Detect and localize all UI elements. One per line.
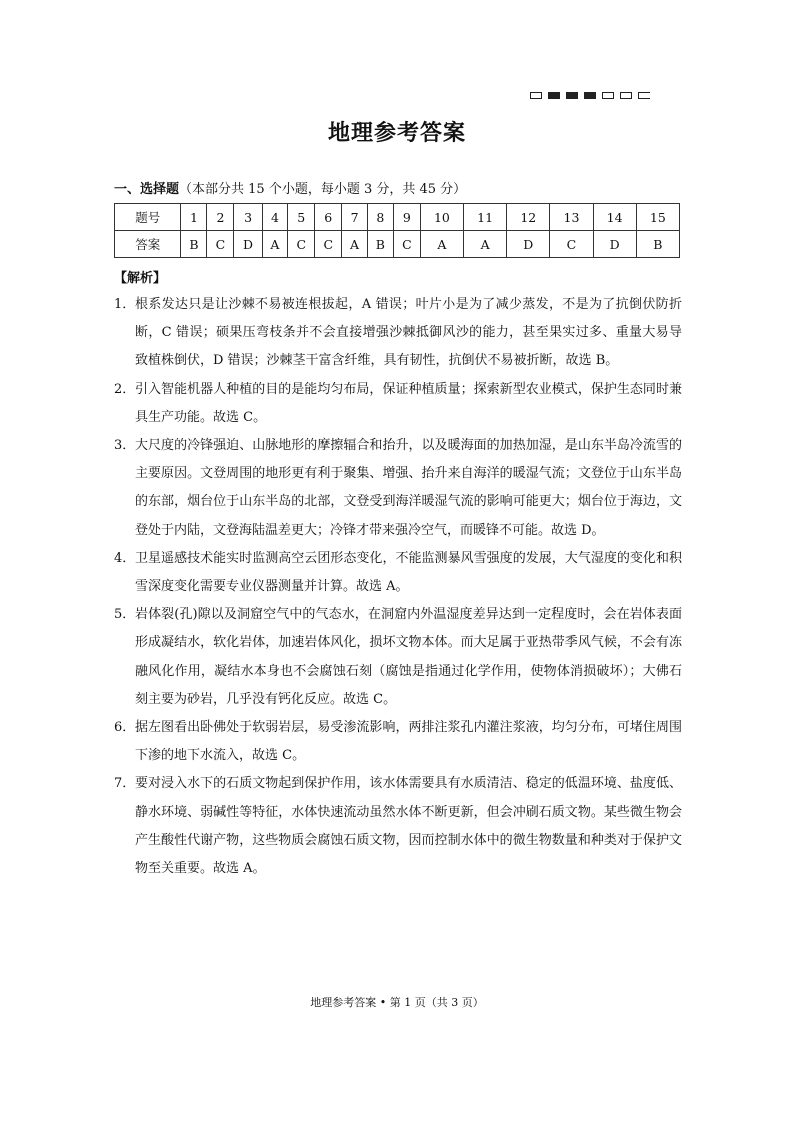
item-text: 根系发达只是让沙棘不易被连根拔起，A 错误；叶片小是为了减少蒸发，不是为了抗倒伏防折断，C 错误；硕果压弯枝条并不会直接增强沙棘抵御风沙的能力，甚至果实过多、重量大易导致植株倒伏，D 错误；沙棘茎干富含纤维，具有韧性，抗倒伏不易被折断，故选 B。: [135, 297, 682, 369]
analysis-item: [114, 432, 682, 545]
item-number: 7．: [114, 776, 136, 792]
question-number-cell: 5: [288, 204, 315, 231]
analysis-list: [114, 291, 682, 883]
item-number: 4．: [114, 550, 136, 566]
answer-cell: A: [464, 231, 507, 258]
header-mark: [584, 92, 596, 99]
question-number-cell: 12: [507, 204, 550, 231]
answer-cell: C: [288, 231, 315, 258]
question-number-cell: 3: [234, 204, 262, 231]
section-title: 一、选择题: [114, 182, 180, 197]
item-number: 5．: [114, 607, 136, 623]
answer-table: [114, 203, 680, 258]
page-title: 地理参考答案: [327, 120, 466, 146]
analysis-item: [114, 291, 682, 376]
item-text: 要对浸入水下的石质文物起到保护作用，该水体需要具有水质清洁、稳定的低温环境、盐度低、静水环境、弱碱性等特征，水体快速流动虽然水体不断更新，但会冲刷石质文物。某些微生物会产生酸性代谢产物，这些物质会腐蚀石质文物，因而控制水体中的微生物数量和种类对于保护文物至关重要。故选 A。: [135, 776, 682, 877]
page-footer: 地理参考答案 • 第 1 页（共 3 页）: [310, 996, 484, 1009]
item-text: 岩体裂(孔)隙以及洞窟空气中的气态水，在洞窟内外温湿度差异达到一定程度时，会在岩体表面形成凝结水，软化岩体，加速岩体风化，损坏文物本体。而大足属于亚热带季风气候，不会有冻融风化作用，凝结水本身也不会腐蚀石刻（腐蚀是指通过化学作用，使物体消损破坏）；大佛石刻主要为砂岩，几乎没有钙化反应。故选 C。: [135, 607, 682, 707]
answer-cell: D: [593, 231, 636, 258]
analysis-item: [114, 545, 682, 601]
answer-cell: D: [234, 231, 262, 258]
answer-cell: D: [507, 231, 550, 258]
header-mark: [602, 92, 614, 99]
header-mark: [530, 92, 542, 99]
question-number-cell: 13: [550, 204, 593, 231]
analysis-heading: 【解析】: [114, 271, 167, 286]
question-number-cell: 4: [262, 204, 288, 231]
question-number-cell: 11: [464, 204, 507, 231]
answer-cell: C: [550, 231, 593, 258]
answer-cell: B: [367, 231, 393, 258]
answer-cell: C: [207, 231, 234, 258]
question-number-cell: 10: [420, 204, 463, 231]
question-number-cell: 7: [342, 204, 368, 231]
item-text: 大尺度的冷锋强迫、山脉地形的摩擦辐合和抬升，以及暖海面的加热加湿，是山东半岛冷流雪的主要原因。文登周围的地形更有利于聚集、增强、抬升来自海洋的暖湿气流；文登位于山东半岛的东部，烟台位于山东半岛的北部，文登受到海洋暖湿气流的影响可能更大；烟台位于海边，文登处于内陆，文登海陆温差更大；冷锋才带来强冷空气，而暖锋不可能。故选 D。: [135, 438, 682, 538]
question-number-cell: 9: [393, 204, 420, 231]
question-number-cell: 2: [207, 204, 234, 231]
header-mark: [638, 92, 650, 99]
analysis-item: [114, 770, 682, 883]
section-note: （本部分共 15 个小题，每小题 3 分，共 45 分）: [179, 182, 467, 197]
item-text: 据左图看出卧佛处于软弱岩层，易受渗流影响，两排注浆孔内灌注浆液，均匀分布，可堵住周围下渗的地下水流入，故选 C。: [135, 720, 682, 764]
section-heading: [114, 178, 466, 197]
item-number: 2．: [114, 381, 136, 397]
answer-cell: A: [342, 231, 368, 258]
header-marks: [530, 92, 650, 99]
header-mark: [548, 92, 560, 99]
header-mark: [620, 92, 632, 99]
question-number-cell: 14: [593, 204, 636, 231]
row-label: 题号: [115, 204, 181, 231]
answer-cell: C: [393, 231, 420, 258]
question-number-row: [115, 204, 680, 231]
answer-cell: B: [181, 231, 207, 258]
answer-cell: A: [262, 231, 288, 258]
analysis-item: [114, 376, 682, 432]
answer-cell: B: [636, 231, 679, 258]
question-number-cell: 1: [181, 204, 207, 231]
question-number-cell: 15: [636, 204, 679, 231]
item-number: 6．: [114, 720, 136, 736]
header-mark: [566, 92, 578, 99]
answer-row: [115, 231, 680, 258]
item-text: 引入智能机器人种植的目的是能均匀布局，保证种植质量；探索新型农业模式，保护生态同时兼具生产功能。故选 C。: [135, 381, 682, 425]
analysis-item: [114, 714, 682, 770]
question-number-cell: 8: [367, 204, 393, 231]
item-number: 1．: [114, 297, 136, 312]
row-label: 答案: [115, 231, 181, 258]
answer-cell: A: [420, 231, 463, 258]
answer-cell: C: [315, 231, 342, 258]
item-number: 3．: [114, 438, 136, 454]
item-text: 卫星遥感技术能实时监测高空云团形态变化，不能监测暴风雪强度的发展，大气湿度的变化和积雪深度变化需要专业仪器测量并计算。故选 A。: [135, 550, 682, 595]
question-number-cell: 6: [315, 204, 342, 231]
analysis-item: [114, 601, 682, 714]
